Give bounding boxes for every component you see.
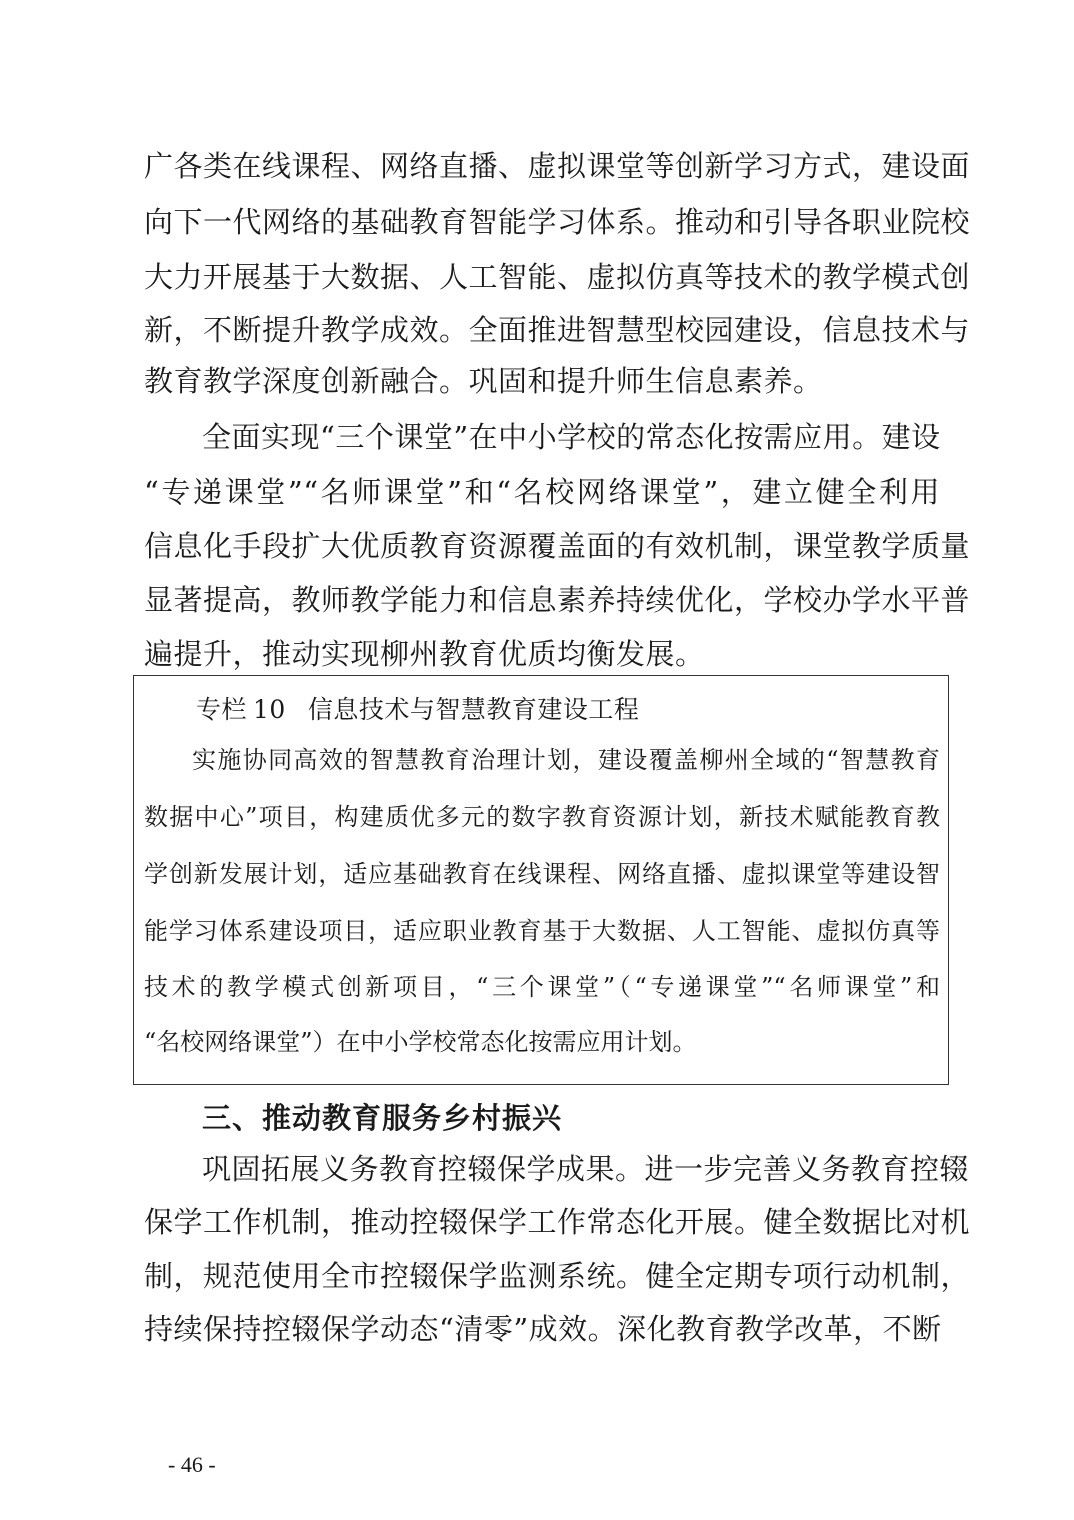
column-text-line: 能学习体系建设项目，适应职业教育基于大数据、人工智能、虚拟仿真等	[144, 917, 940, 945]
text-line: 教育教学深度创新融合。巩固和提升师生信息素养。	[144, 364, 823, 398]
text-line: 新，不断提升教学成效。全面推进智慧型校园建设，信息技术与	[144, 313, 971, 347]
column-box	[133, 675, 949, 1085]
text-line: 大力开展基于大数据、人工智能、虚拟仿真等技术的教学模式创	[144, 260, 971, 294]
column-label: 专栏	[196, 695, 248, 724]
text-line: 遍提升，推动实现柳州教育优质均衡发展。	[144, 637, 705, 671]
text-line: 巩固拓展义务教育控辍保学成果。进一步完善义务教育控辍	[202, 1152, 970, 1186]
text-line: 全面实现“三个课堂”在中小学校的常态化按需应用。建设	[202, 420, 941, 454]
page-number: - 46 -	[168, 1452, 216, 1477]
section-heading: 三、推动教育服务乡村振兴	[202, 1101, 563, 1135]
column-text-line: 学创新发展计划，适应基础教育在线课程、网络直播、虚拟课堂等建设智	[144, 860, 940, 888]
text-line: 制，规范使用全市控辍保学监测系统。健全定期专项行动机制，	[144, 1259, 971, 1293]
text-line: 向下一代网络的基础教育智能学习体系。推动和引导各职业院校	[144, 205, 971, 239]
column-text-line: 数据中心”项目，构建质优多元的数字教育资源计划，新技术赋能教育教	[144, 803, 940, 831]
column-text-line: 实施协同高效的智慧教育治理计划，建设覆盖柳州全域的“智慧教育	[192, 746, 940, 774]
text-line: 显著提高，教师教学能力和信息素养持续优化，学校办学水平普	[144, 583, 971, 617]
column-text-line: 技术的教学模式创新项目，“三个课堂”（“专递课堂”“名师课堂”和	[144, 973, 940, 1001]
text-line: 广各类在线课程、网络直播、虚拟课堂等创新学习方式，建设面	[144, 149, 971, 183]
text-line: 保学工作机制，推动控辍保学工作常态化开展。健全数据比对机	[144, 1205, 971, 1239]
column-number: 10	[253, 695, 286, 724]
column-heading: 信息技术与智慧教育建设工程	[307, 695, 640, 724]
column-text-line: “名校网络课堂”）在中小学校常态化按需应用计划。	[144, 1028, 697, 1056]
text-line: 信息化手段扩大优质教育资源覆盖面的有效机制，课堂教学质量	[144, 529, 971, 563]
text-line: 持续保持控辍保学动态“清零”成效。深化教育教学改革，不断	[144, 1312, 942, 1346]
column-title	[196, 688, 639, 732]
text-line: “专递课堂”“名师课堂”和“名校网络课堂”，建立健全利用	[144, 475, 940, 509]
